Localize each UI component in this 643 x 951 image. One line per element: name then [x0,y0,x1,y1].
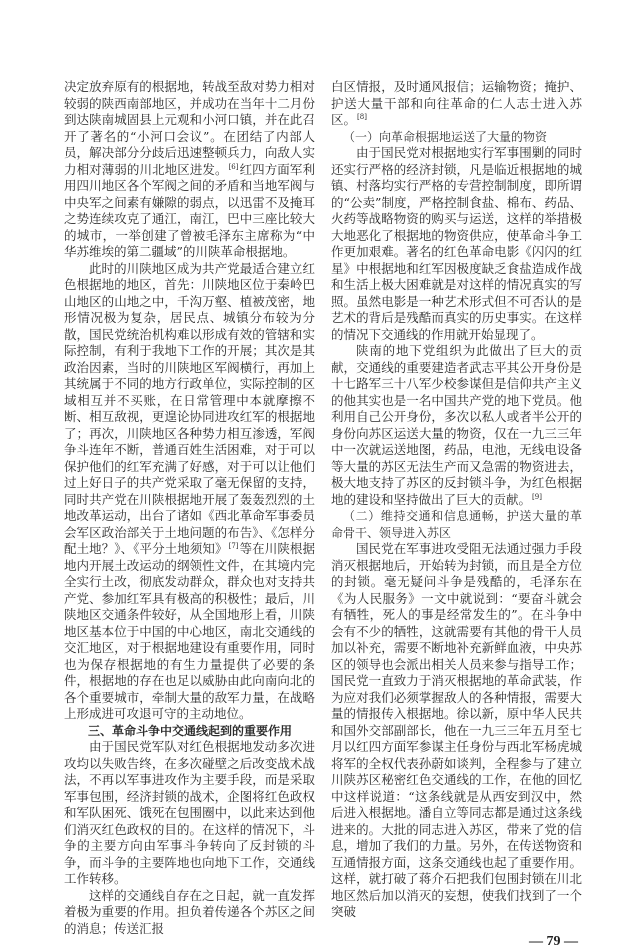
paragraph [331,79,582,129]
paragraph [64,261,315,723]
page-number: — 79 — [529,933,578,949]
paragraph-text: 决定放弃原有的根据地，转战至敌对势力相对较弱的陕西南部地区，并成功在当年十二月份到达陕南城固县上元观和小河口镇，并在此召开了著名的“小河口会议”。在团结了内部人员，解决部分分歧后迅速整顿兵力，向敌人实力相对薄弱的川北地区进发。 [64,79,315,177]
paragraph-text: 红四方面军利用四川地区各个军阀之间的矛盾和当地军阀与中央军之间素有嫌隙的弱点，以迅雷不及掩耳之势连续攻克了通江，南江，巴中三座比较大的城市，一举创建了曾被毛泽东主席称为“中华苏维埃的第二疆域”的川陕革命根据地。 [64,161,315,259]
paragraph [64,79,315,261]
paragraph: 由于国民党军队对红色根据地发动多次进攻均以失败告终，在多次碰壁之后改变战术战法，不再以军事进攻作为主要手段，而是采取军事包围，经济封锁的战术，企图将红色政权和军队困死、饿死在包围圈中，以此来达到他们消灭红色政权的目的。在这样的情况下，斗争的主要方向由军事斗争转向了反封锁的斗争，而斗争的主要阵地也向地下工作，交通线工作转移。 [64,739,315,886]
paragraph: 这样的交通线自存在之日起，就一直发挥着极为重要的作用。担负着传递各个苏区之间的消息；传送汇报 [64,887,315,936]
footnote-ref: [9] [532,492,542,501]
footnote-ref: [7] [228,542,239,550]
paragraph [331,343,582,508]
paragraph-text: 此时的川陕地区成为共产党最适合建立红色根据地的地区，首先：川陕地区位于秦岭巴山地区的山地之中，千沟万壑、植被茂密，地形情况极为复杂，居民点、城镇分布较为分散，国民党统治机构难以形成有效的管辖和实际控制，有利于我地下工作的开展；其次是其政治因素，当时的川陕地区军阀横行，再加上其统属于不同的地方行政单位，实际控制的区域相互并不买账，在日常管理中本就摩擦不断、相互敌视，更遑论协同进攻红军的根据地了；再次，川陕地区各种势力相互渗透，军阀争斗连年不断，普通百姓生活困难，对于可以保护他们的红军充满了好感，对于可以让他们过上好日子的共产党采取了毫无保留的支持，同时共产党在川陕根据地开展了轰轰烈烈的土地改革运动，出台了诸如《西北革命军事委员会军区政治部关于土地问题的布告》、《怎样分配土地？》、《平分土地须知》 [64,260,315,556]
paragraph: 由于国民党对根据地实行军事围剿的同时还实行严格的经济封锁，凡是临近根据地的城镇、村落均实行严格的专营控制制度，即所谓的“公卖”制度，严格控制食盐、棉布、药品、火药等战略物资的购买与运送，这样的举措极大地恶化了根据地的物资供应，使革命斗争工作更加艰难。著名的红色革命电影《闪闪的红星》中根据地和红军因极度缺乏食盐造成作战和生活上极大困难就是对这样的情况真实的写照。虽然电影是一种艺术形式但不可否认的是艺术的背后是残酷而真实的历史事实。在这样的情况下交通线的作用就开始显现了。 [331,145,582,342]
paragraph-text: 白区情报，及时通风报信；运输物资；掩护、护送大量干部和向往革命的仁人志士进入苏区。 [331,79,582,127]
subsection-heading: （一）向革命根据地运送了大量的物资 [343,129,548,144]
paragraph: 国民党在军事进攻受阻无法通过强力手段消灭根据地后，开始转为封锁，而且是全方位的封锁。毫无疑问斗争是残酷的，毛泽东在《为人民服务》一文中就说到：“要奋斗就会有牺牲，死人的事是经常发生的”。在斗争中会有不少的牺牲，这就需要有其他的骨干人员加以补充，需要不断地补充新鲜血液，中央苏区的领导也会派出相关人员来参与指导工作；国民党一直致力于消灭根据地的革命武装，作为应对我们必须掌握敌人的各种情报，需要大量的情报传入根据地。徐以新，原中华人民共和国外交部副部长，他在一九三三年五月至七月以红四方面军参谋主任身份与西北军杨虎城将军的全权代表孙蔚如谈判，全程参与了建立川陕苏区秘密红色交通线的工作，在他的回忆中这样说道：“这条线就是从西安到汉中，然后进入根据地。潘自立等同志都是通过这条线进来的。大批的同志进入苏区，带来了党的信息，增加了我们的力量。另外，在传送物资和互通情报方面，这条交通线也起了重要作用。这样，就打破了蒋介石把我们包围封锁在川北地区然后加以消灭的妄想，使我们找到了一个突破 [331,541,582,919]
footnote-ref: [8] [357,113,367,121]
left-column [64,79,315,937]
section-heading: 三、革命斗争中交通线起到的重要作用 [88,723,293,738]
paragraph-text: 等在川陕根据地内开展土改运动的纲领性文件，在其境内完全实行土改，彻底发动群众，群众也对支持共产党、参加红军具有极高的积极性；最后，川陕地区交通条件较好，从全国地形上看，川陕地区基本位于中国的中心地区，南北交通线的交汇地区，对于根据地建设有重要作用，同时也为保存根据地的有生力量提供了必要的条件，根据地的存在也足以威胁由此向南向北的各个重要城市，牵制大量的敌军力量，在战略上形成进可攻退可守的主动地位。 [64,541,315,721]
right-column [331,79,582,951]
paragraph-text: 陕南的地下党组织为此做出了巨大的贡献，交通线的重要建造者武志平其公开身份是十七路军三十八军少校参谋但是信仰共产主义的他其实也是一名中国共产党的地下党员。他利用自己公开身份，多次以私人或者半公开的身份向苏区运送大量的物资，仅在一九三三年中一次就运送地图，药品，电池，无线电设备等大量的苏区无法生产而又急需的物资进去，极大地支持了苏区的反封锁斗争，为红色根据地的建设和坚持做出了巨大的贡献。 [331,343,582,507]
subsection-heading: （二）维持交通和信息通畅，护送大量的革命骨干、领导进入苏区 [331,509,582,540]
footnote-ref: [6] [228,162,239,171]
